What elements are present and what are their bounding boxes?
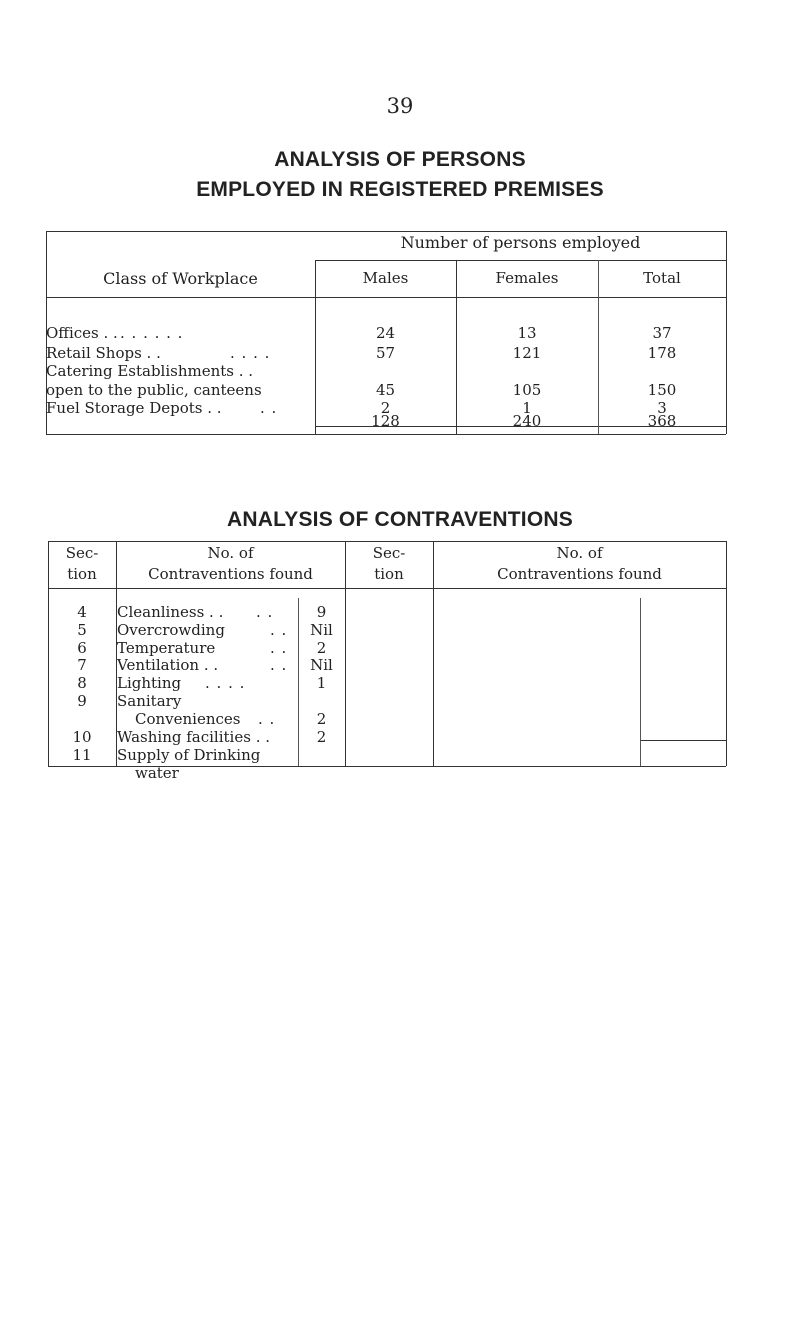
right-section-header: Sec-: [372, 544, 406, 562]
persons-group-header: Number of persons employed: [400, 233, 641, 252]
males-value: 45: [375, 381, 396, 399]
section-number: 7: [77, 656, 87, 674]
contravention-label-cont: Conveniences: [135, 710, 241, 728]
females-value: 105: [512, 381, 542, 399]
section-number: 8: [77, 674, 87, 692]
found-value: Nil: [310, 621, 333, 639]
females-total: 240: [512, 412, 542, 430]
found-value: Nil: [310, 656, 333, 674]
section-number: 5: [77, 621, 87, 639]
total-value: 178: [647, 344, 677, 362]
females-value: 121: [512, 344, 542, 362]
leader-dots: . .: [256, 603, 274, 621]
grand-total: 368: [647, 412, 677, 430]
leader-dots: . .: [270, 621, 288, 639]
right-count-header: No. of: [556, 544, 603, 562]
section-number: 6: [77, 639, 87, 657]
table-row-label: Retail Shops . .: [46, 344, 161, 362]
right-count-header-2: Contraventions found: [497, 565, 662, 583]
leader-dots: . . . .: [205, 674, 246, 692]
col-females-header: Females: [495, 269, 559, 287]
table-row-label-cont: open to the public, canteens: [46, 381, 262, 399]
males-value: 2: [380, 399, 391, 417]
total-value: 37: [652, 324, 672, 342]
table-row-label: Fuel Storage Depots . .: [46, 399, 222, 417]
leader-dots: . .: [270, 656, 288, 674]
contravention-label: Cleanliness . .: [117, 603, 224, 621]
leader-dots: . .: [260, 399, 278, 417]
females-value: 1: [522, 399, 532, 417]
col-class-header: Class of Workplace: [103, 269, 258, 288]
leader-dots: . . . .: [230, 344, 271, 362]
left-section-header-2: tion: [67, 565, 97, 583]
contravention-label-cont: water: [135, 764, 179, 782]
col-total-header: Total: [643, 269, 681, 287]
total-value: 3: [657, 399, 667, 417]
persons-title-line2: EMPLOYED IN REGISTERED PREMISES: [196, 178, 604, 201]
left-count-header: No. of: [207, 544, 254, 562]
contraventions-title: ANALYSIS OF CONTRAVENTIONS: [227, 508, 573, 531]
section-number: 4: [77, 603, 87, 621]
found-value: 2: [316, 728, 327, 746]
females-value: 13: [517, 324, 537, 342]
males-value: 24: [375, 324, 396, 342]
leader-dots: . .: [270, 639, 288, 657]
persons-title-line1: ANALYSIS OF PERSONS: [274, 148, 526, 171]
page-number: 39: [386, 94, 414, 118]
col-males-header: Males: [362, 269, 409, 287]
males-total: 128: [371, 412, 400, 430]
table-row-label: Catering Establishments . .: [46, 362, 254, 380]
found-value: 2: [316, 639, 327, 657]
left-count-header-2: Contraventions found: [148, 565, 313, 583]
males-value: 57: [375, 344, 396, 362]
total-value: 150: [647, 381, 677, 399]
leader-dots: . .: [258, 710, 276, 728]
leader-dots: . . . . . .: [120, 324, 184, 342]
contravention-label: Supply of Drinking: [117, 746, 261, 764]
found-value: 2: [316, 710, 327, 728]
contravention-label: Sanitary: [117, 692, 182, 710]
left-section-header: Sec-: [65, 544, 99, 562]
found-value: 9: [316, 603, 327, 621]
contravention-label: Washing facilities . .: [117, 728, 271, 746]
contravention-label: Temperature: [117, 639, 216, 657]
section-number: 11: [72, 746, 92, 764]
section-number: 10: [72, 728, 92, 746]
contravention-label: Ventilation . .: [117, 656, 219, 674]
found-value: 1: [316, 674, 327, 692]
section-number: 9: [77, 692, 87, 710]
table-row-label: Offices . .: [46, 324, 118, 342]
contravention-label: Overcrowding: [117, 621, 225, 639]
contravention-label: Lighting: [117, 674, 182, 692]
right-section-header-2: tion: [374, 565, 404, 583]
